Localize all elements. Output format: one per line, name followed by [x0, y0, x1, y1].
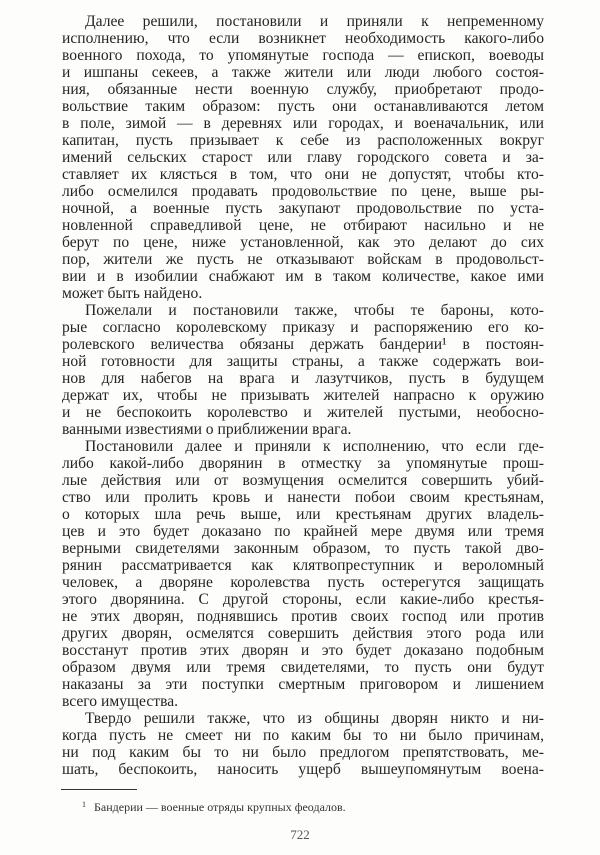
text-line: новленной справедливой цене, не отбирают насильно и не	[62, 217, 544, 234]
text-line: ство или пролить кровь и нанести побои своим крестьянам,	[62, 489, 544, 506]
document-body	[62, 13, 544, 778]
paragraph	[62, 438, 544, 710]
text-line: не этих дворян, поднявшись против своих господ или против	[62, 608, 544, 625]
text-line: ролевского величества обязаны держать бандерии¹ в постоян-	[62, 336, 544, 353]
text-line: нов для набегов на врага и лазутчиков, пусть в будущем	[62, 370, 544, 387]
text-line: этого дворянина. С другой стороны, если какие-либо крестья-	[62, 591, 544, 608]
text-line: когда пусть не смеет ни по каким бы то ни было причинам,	[62, 727, 544, 744]
text-line: наказаны за эти поступки смертным приговором и лишением	[62, 676, 544, 693]
text-line: и ишпаны секеев, а также жители или люди любого состоя-	[62, 64, 544, 81]
text-line: о которых шла речь выше, или крестьянам других владель-	[62, 506, 544, 523]
paragraph	[62, 302, 544, 438]
footnote-text: Бандерии — военные отряды крупных феодалов.	[94, 800, 346, 814]
text-line: в поле, зимой — в деревнях или городах, и военачальник, или	[62, 115, 544, 132]
text-line: ни под каким бы то ни было предлогом препятствовать, ме-	[62, 744, 544, 761]
text-line: ния, обязанные нести военную службу, приобретают продо-	[62, 81, 544, 98]
text-line: шать, беспокоить, наносить ущерб вышеупомянутым воена-	[62, 761, 544, 778]
text-line: военного похода, то упомянутые господа — епископ, воеводы	[62, 47, 544, 64]
text-line: восстанут против этих дворян и это будет доказано подобным	[62, 642, 544, 659]
text-line: капитан, пусть призывает к себе из расположенных вокруг	[62, 132, 544, 149]
text-line: цев и это будет доказано по крайней мере двумя или тремя	[62, 523, 544, 540]
text-line: вольствие таким образом: пусть они останавливаются летом	[62, 98, 544, 115]
text-line: рые согласно королевскому приказу и распоряжению его ко-	[62, 319, 544, 336]
text-line: Далее решили, постановили и приняли к непременному	[85, 13, 544, 30]
paragraph	[62, 13, 544, 302]
text-line: Твердо решили также, что из общины дворян никто и ни-	[85, 710, 544, 727]
text-line: берут по цене, ниже установленной, как это делают до сих	[62, 234, 544, 251]
text-line: либо какой-либо дворянин в отместку за упомянутые прош-	[62, 455, 544, 472]
text-line: может быть найдено.	[62, 285, 203, 302]
text-line: пор, жители же пусть не отказывают войскам в продовольст-	[62, 251, 544, 268]
text-line: ной готовности для защиты страны, а также содержать вои-	[62, 353, 544, 370]
footnote-divider	[61, 789, 137, 790]
text-line: лые действия или от возмущения осмелится совершить убий-	[62, 472, 544, 489]
page-number: 722	[290, 827, 310, 842]
text-line: Пожелали и постановили также, чтобы те бароны, кото-	[85, 302, 544, 319]
text-line: исполнению, что если возникнет необходимость какого-либо	[62, 30, 544, 47]
paragraph	[62, 710, 544, 778]
text-line: образом двумя или тремя свидетелями, то пусть они будут	[62, 659, 544, 676]
text-line: либо осмелился продавать продовольствие по цене, выше ры-	[62, 183, 544, 200]
text-line: и не беспокоить королевство и жителей пустыми, необосно-	[62, 404, 544, 421]
text-line: ставляет их клясться в том, что они не допустят, чтобы кто-	[62, 166, 544, 183]
footnote-mark: 1	[82, 800, 86, 809]
footnote	[82, 800, 346, 815]
text-line: имений сельских старост или главу городского совета и за-	[62, 149, 544, 166]
text-line: рянин рассматривается как клятвопреступник и вероломный	[62, 557, 544, 574]
text-line: вии и в изобилии снабжают им в таком количестве, какое ими	[62, 268, 544, 285]
text-line: всего имущества.	[62, 693, 179, 710]
text-line: человек, а дворяне королевства пусть остерегутся защищать	[62, 574, 544, 591]
text-line: держат их, чтобы не призывать жителей напрасно к оружию	[62, 387, 544, 404]
text-line: верными свидетелями законным образом, то пусть такой дво-	[62, 540, 544, 557]
text-line: Постановили далее и приняли к исполнению, что если где-	[85, 438, 544, 455]
text-line: других дворян, осмелятся совершить действия этого рода или	[62, 625, 544, 642]
text-line: ночной, а военные пусть закупают продовольствие по уста-	[62, 200, 544, 217]
text-line: ванными известиями о приближении врага.	[62, 421, 352, 438]
